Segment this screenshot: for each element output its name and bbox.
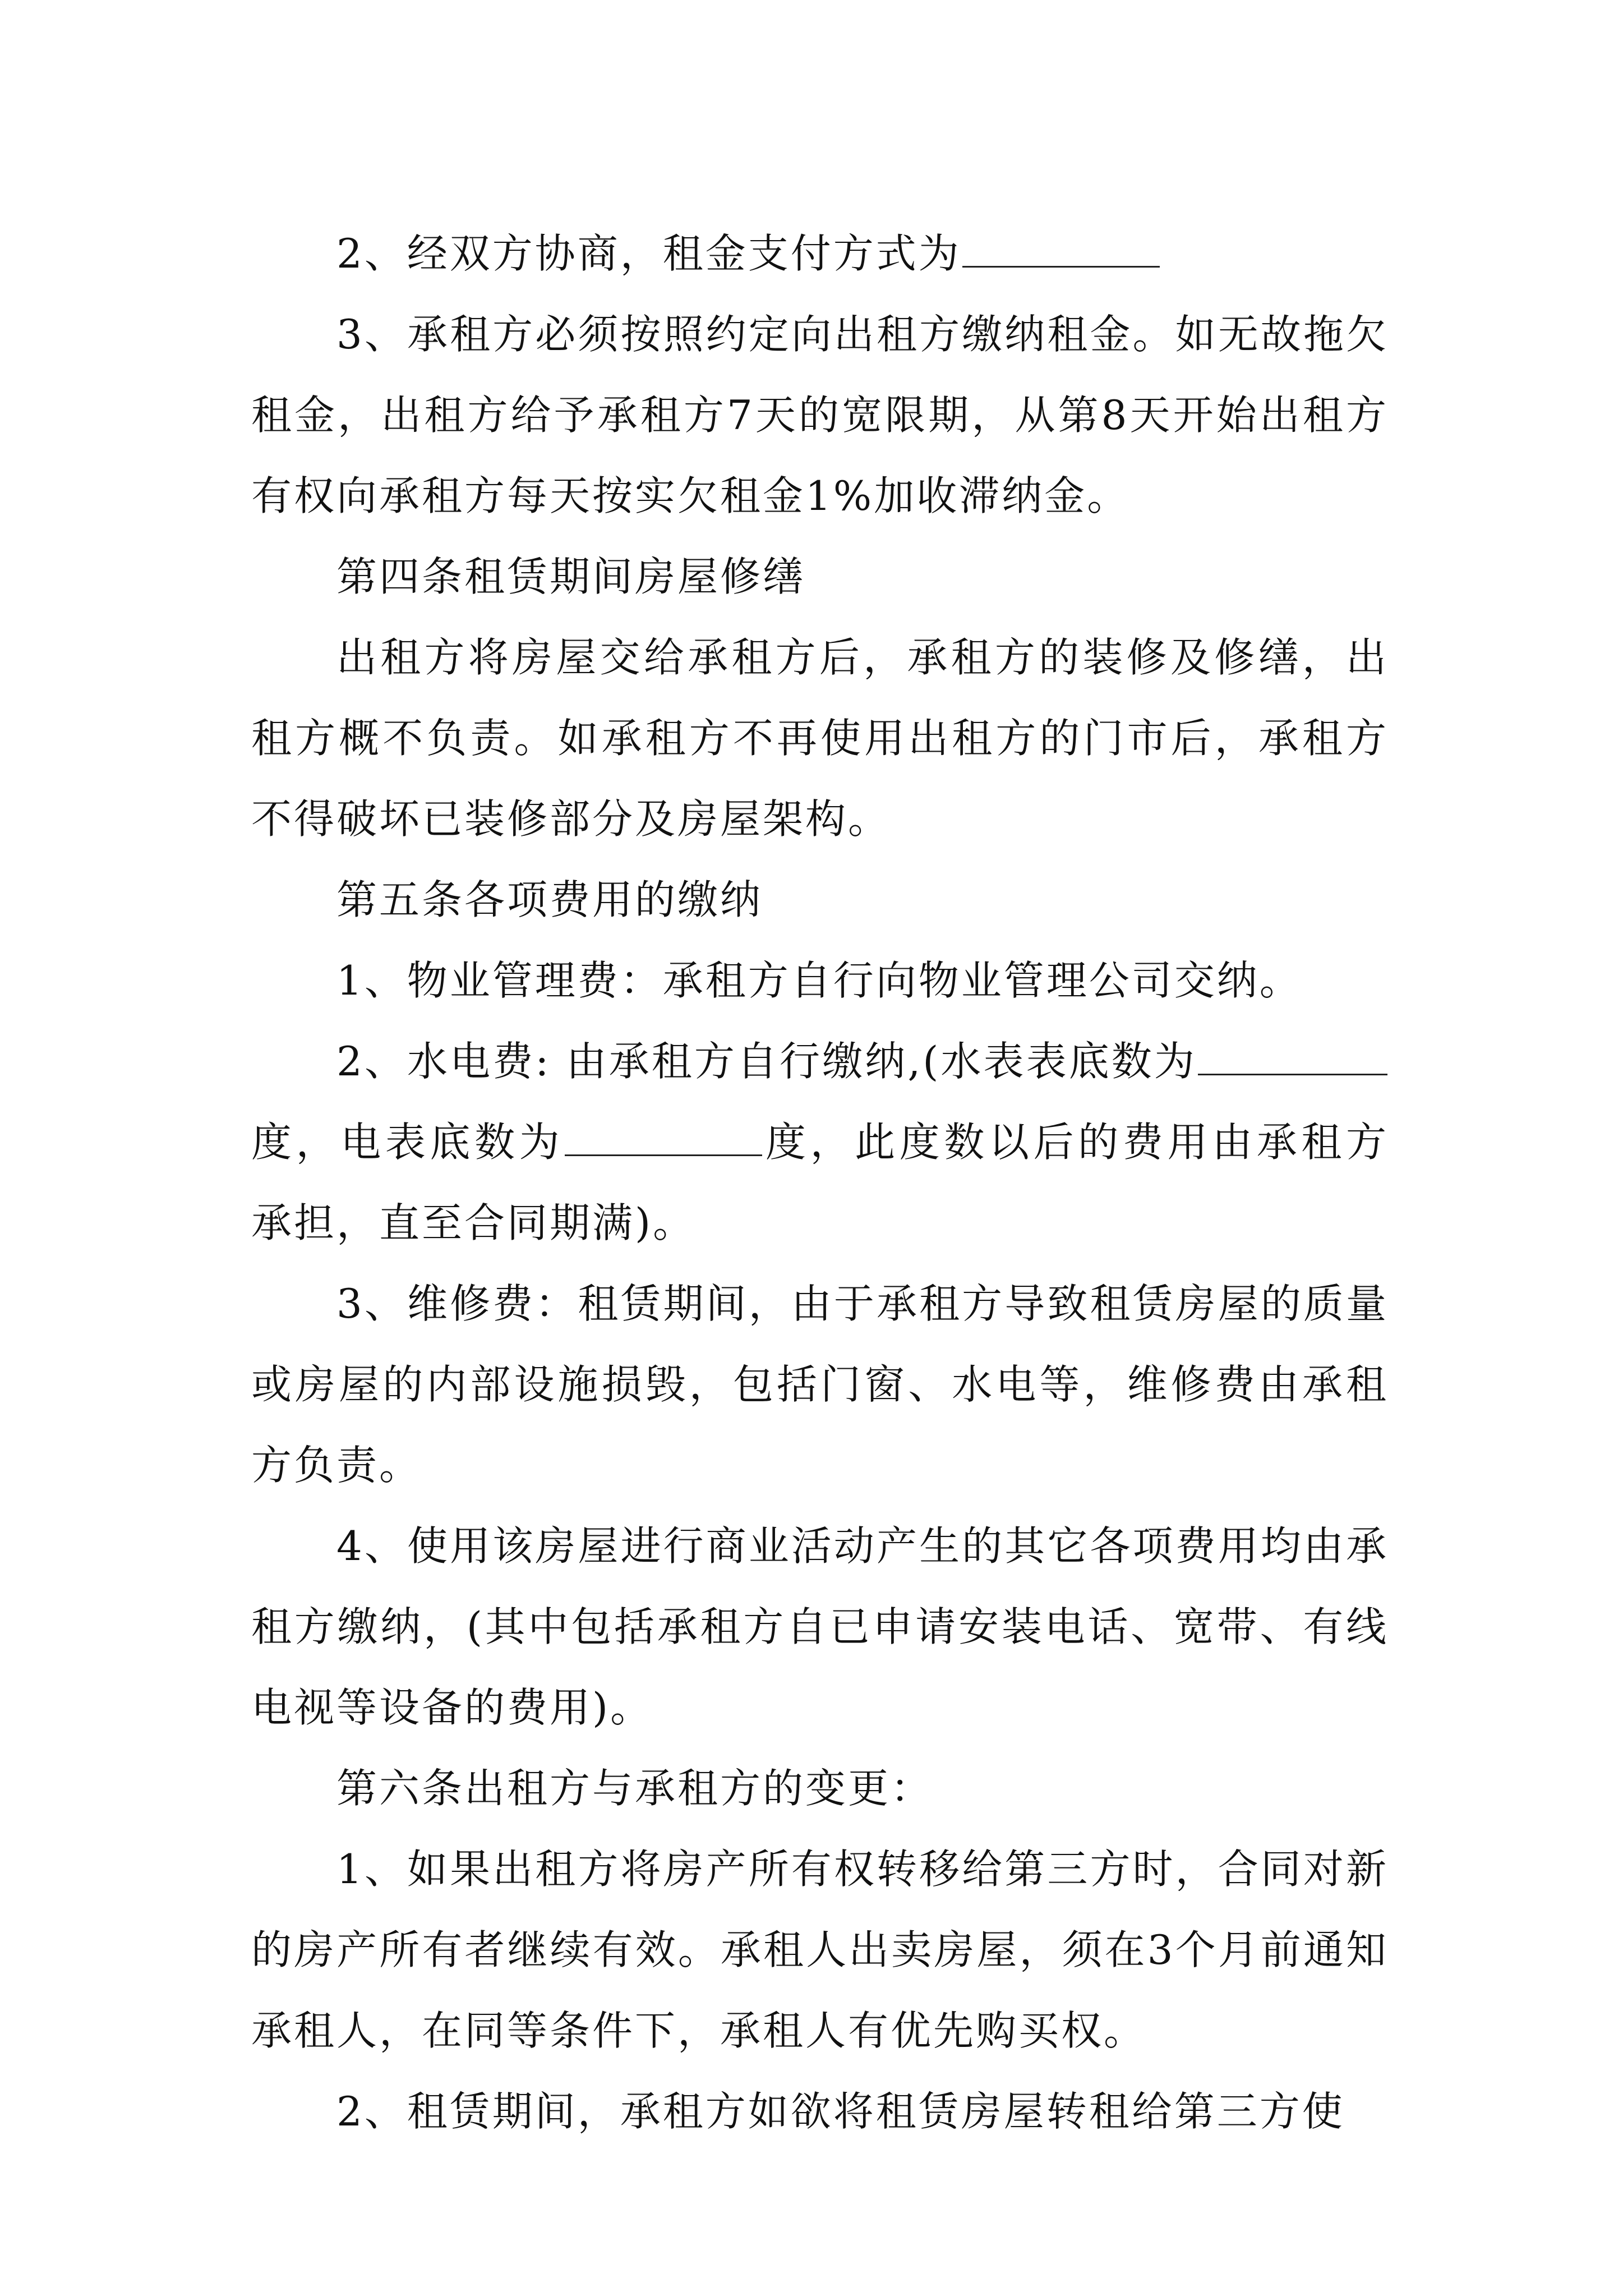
fill-in-blank-electric-meter — [565, 1115, 762, 1156]
paragraph-maintenance-fee — [251, 1263, 1389, 1506]
paragraph-text-segment: 度，此度数以后的费用由承租方承担，直至合同期满)。 — [251, 1119, 1389, 1246]
section-heading-article-6 — [251, 1748, 1389, 1829]
paragraph-ownership-transfer — [251, 1829, 1389, 2071]
paragraph-text: 3、承租方必须按照约定向出租方缴纳租金。如无故拖欠租金，出租方给予承租方7天的宽限期，从第8天开始出租方有权向承租方每天按实欠租金1%加收滞纳金。 — [251, 311, 1389, 519]
paragraph-rent-payment — [251, 294, 1389, 536]
paragraph-utilities — [251, 1021, 1389, 1263]
paragraph-sublease — [251, 2071, 1389, 2152]
paragraph-text: 出租方将房屋交给承租方后，承租方的装修及修缮，出租方概不负责。如承租方不再使用出租方的门市后，承租方不得破坏已装修部分及房屋架构。 — [251, 634, 1389, 843]
fill-in-blank-water-meter — [1198, 1034, 1387, 1075]
paragraph-other-fees — [251, 1506, 1389, 1748]
paragraph-text: 1、物业管理费：承租方自行向物业管理公司交纳。 — [336, 957, 1302, 1004]
heading-text: 第六条出租方与承租方的变更： — [336, 1765, 934, 1812]
heading-text: 第五条各项费用的缴纳 — [336, 876, 763, 923]
heading-text: 第四条租赁期间房屋修缮 — [336, 553, 806, 600]
fill-in-blank-payment-method — [962, 227, 1160, 268]
paragraph-property-fee — [251, 940, 1389, 1021]
paragraph-payment-method — [251, 213, 1389, 294]
paragraph-text: 2、经双方协商，租金支付方式为 — [336, 230, 961, 277]
paragraph-text: 3、维修费：租赁期间，由于承租方导致租赁房屋的质量或房屋的内部设施损毁，包括门窗、水电等，维修费由承租方负责。 — [251, 1280, 1389, 1489]
paragraph-repairs — [251, 617, 1389, 859]
paragraph-text-segment: 度，电表底数为 — [251, 1119, 564, 1166]
paragraph-text: 2、租赁期间，承租方如欲将租赁房屋转租给第三方使 — [336, 2088, 1345, 2135]
section-heading-article-4 — [251, 536, 1389, 617]
paragraph-text-segment: 2、水电费: 由承租方自行缴纳,(水表表底数为 — [336, 1038, 1197, 1085]
paragraph-text: 4、使用该房屋进行商业活动产生的其它各项费用均由承租方缴纳，(其中包括承租方自已申请安装电话、宽带、有线电视等设备的费用)。 — [251, 1522, 1389, 1731]
section-heading-article-5 — [251, 859, 1389, 940]
paragraph-text: 1、如果出租方将房产所有权转移给第三方时，合同对新的房产所有者继续有效。承租人出卖房屋，须在3个月前通知承租人，在同等条件下，承租人有优先购买权。 — [251, 1846, 1389, 2054]
contract-body — [251, 213, 1389, 2152]
